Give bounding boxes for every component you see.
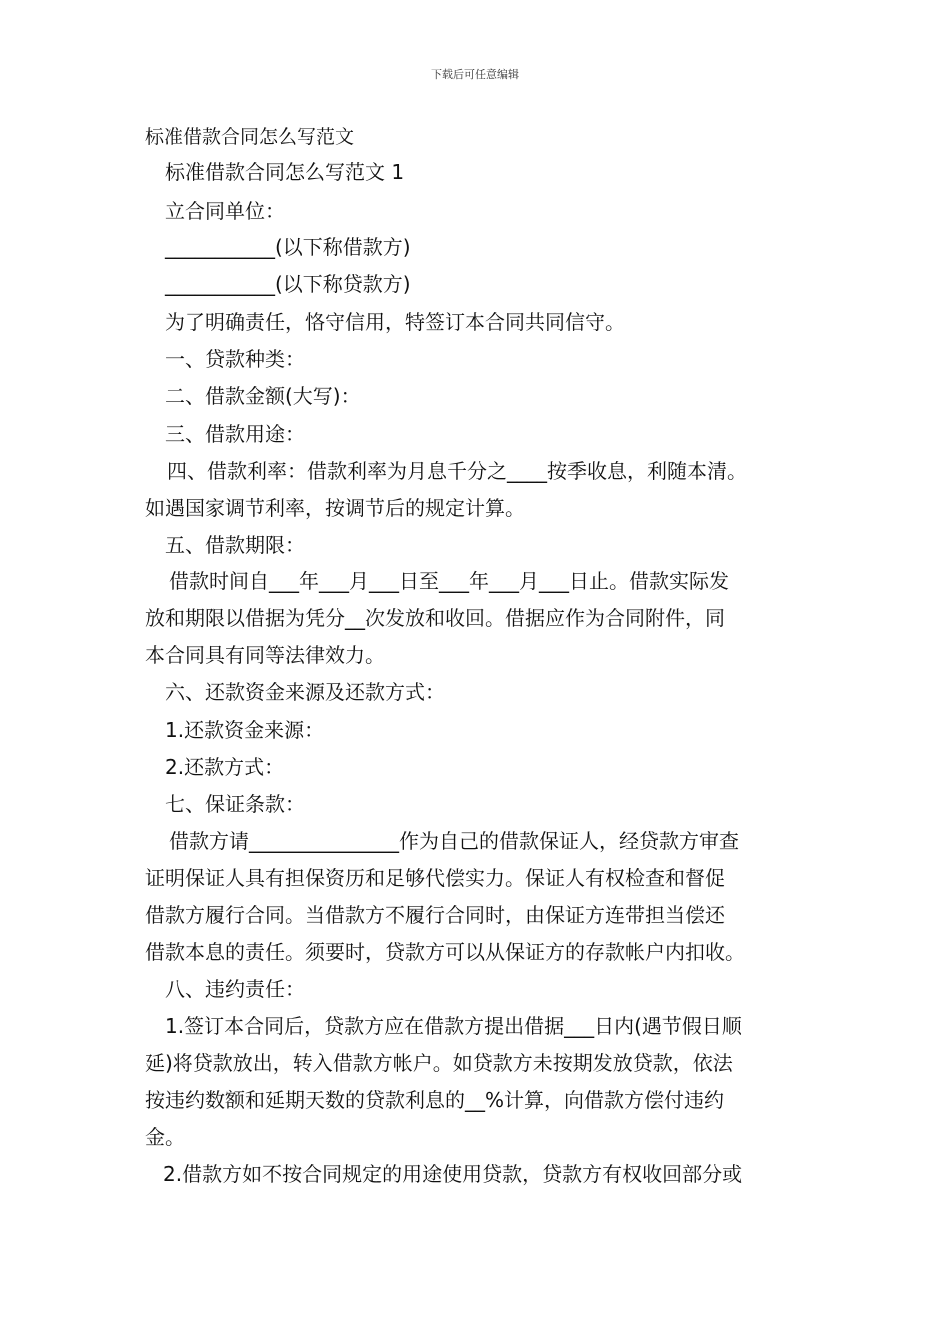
paragraph: 1.还款资金来源：	[165, 718, 325, 742]
paragraph: 证明保证人具有担保资历和足够代偿实力。保证人有权检查和督促	[145, 866, 725, 890]
section-heading: 七、保证条款：	[165, 792, 305, 816]
subtitle: 标准借款合同怎么写范文 1	[165, 160, 405, 184]
paragraph: 2.借款方如不按合同规定的用途使用贷款，贷款方有权收回部分或	[163, 1162, 743, 1186]
paragraph: 延)将贷款放出，转入借款方帐户。如贷款方未按期发放贷款，依法	[145, 1051, 733, 1075]
paragraph: 借款时间自___年___月___日至___年___月___日止。借款实际发	[169, 569, 729, 593]
section-heading: 三、借款用途：	[165, 422, 305, 446]
header-note: 下载后可任意编辑	[431, 68, 519, 81]
paragraph: 如遇国家调节利率，按调节后的规定计算。	[145, 496, 525, 520]
section-heading: 五、借款期限：	[165, 533, 305, 557]
paragraph: ___________(以下称贷款方)	[165, 272, 411, 296]
section-heading: 四、借款利率：借款利率为月息千分之____按季收息，利随本清。	[167, 459, 747, 483]
section-heading: 六、还款资金来源及还款方式：	[165, 680, 445, 704]
paragraph: 放和期限以借据为凭分__次发放和收回。借据应作为合同附件，同	[145, 606, 725, 630]
section-heading: 二、借款金额(大写)：	[165, 384, 361, 408]
section-heading: 八、违约责任：	[165, 977, 305, 1001]
paragraph: ___________(以下称借款方)	[165, 235, 411, 259]
paragraph: 借款方请_______________作为自己的借款保证人，经贷款方审查	[169, 829, 739, 853]
paragraph: 金。	[145, 1125, 185, 1149]
paragraph: 为了明确责任，恪守信用，特签订本合同共同信守。	[165, 310, 625, 334]
paragraph: 本合同具有同等法律效力。	[145, 643, 385, 667]
paragraph: 立合同单位：	[165, 199, 285, 223]
document-title: 标准借款合同怎么写范文	[145, 126, 355, 148]
paragraph: 借款方履行合同。当借款方不履行合同时，由保证方连带担当偿还	[145, 903, 725, 927]
paragraph: 2.还款方式：	[165, 755, 285, 779]
paragraph: 按违约数额和延期天数的贷款利息的__%计算，向借款方偿付违约	[145, 1088, 725, 1112]
section-heading: 一、贷款种类：	[165, 347, 305, 371]
paragraph: 1.签订本合同后，贷款方应在借款方提出借据___日内(遇节假日顺	[165, 1014, 742, 1038]
paragraph: 借款本息的责任。须要时，贷款方可以从保证方的存款帐户内扣收。	[145, 940, 745, 964]
